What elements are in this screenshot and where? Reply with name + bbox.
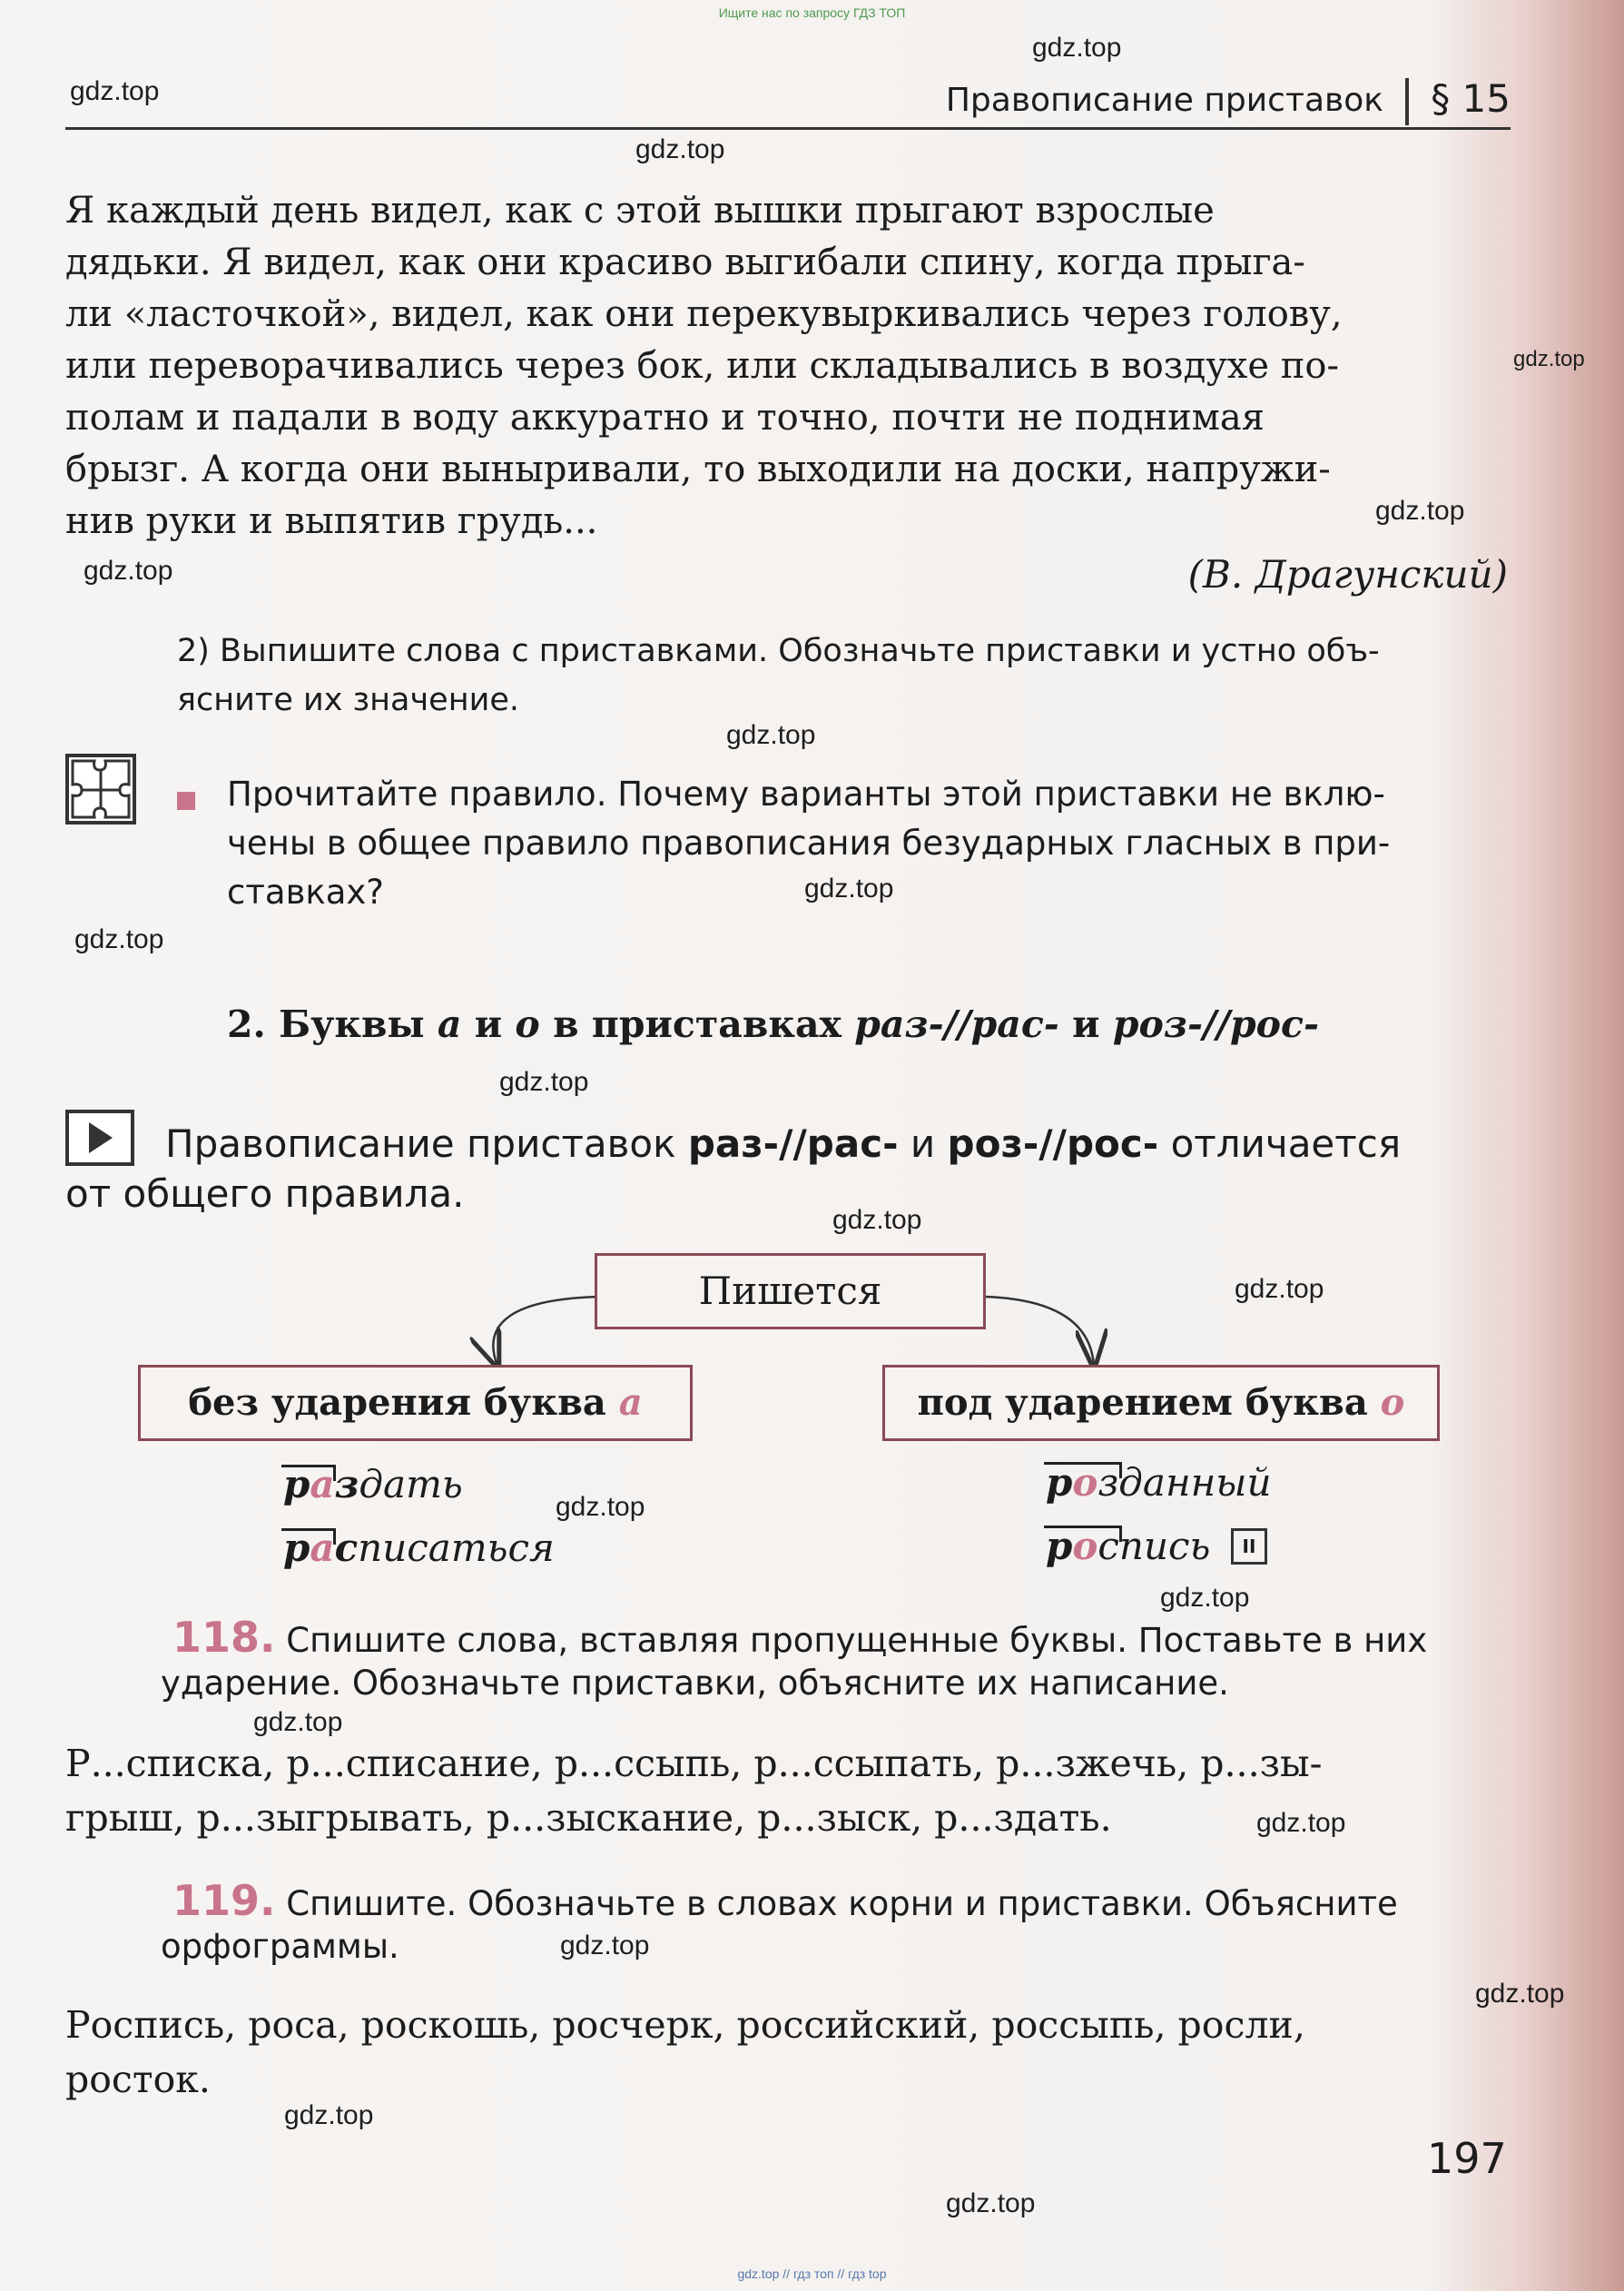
watermark: gdz.top [726,720,816,750]
example-root: писа [358,1526,451,1570]
play-icon [65,1110,134,1166]
example-ending: ться [450,1526,555,1570]
example-vowel: а [310,1462,335,1506]
passage [65,185,1511,548]
rule-text [165,1119,1511,1170]
rule-prefix: раз-//рас- [687,1121,899,1166]
bullet-square [177,792,195,810]
section-title [227,1002,1319,1046]
example-vowel: а [310,1526,335,1570]
section-title-text: Буквы [279,1002,425,1046]
roman-numeral-badge: II [1231,1528,1267,1565]
page-number: 197 [1427,2134,1507,2183]
rule-text-part: и [910,1121,936,1166]
question-line: Прочитайте правило. Почему варианты этой приставки не вклю- [227,775,1385,814]
example-prefix: р [1046,1460,1073,1505]
section-title-letter: а [437,1002,462,1046]
passage-line: ли «ласточкой», видел, как они перекувыркивались через голову, [65,293,1343,335]
watermark: gdz.top [1032,33,1122,63]
question-line: чены в общее правило правописания безударных гласных в при- [227,824,1391,863]
watermark: gdz.top [284,2100,374,2130]
example-rospis [1046,1524,1210,1568]
example-root: да [359,1462,407,1506]
watermark: gdz.top [70,76,160,106]
passage-line: нив руки и выпятив грудь... [65,500,598,542]
bottom-watermark-note: gdz.top // гдз топ // гдз top [737,2266,887,2281]
passage-line: Я каждый день видел, как с этой вышки прыгают взрослые [65,190,1215,232]
example-prefix: р [283,1462,310,1506]
rule-question [227,770,1511,917]
watermark: gdz.top [253,1707,343,1737]
passage-line: или переворачивались через бок, или складывались в воздухе по- [65,345,1339,387]
top-watermark-note: Ищите нас по запросу ГДЗ ТОП [718,5,906,20]
page-header [65,76,1511,130]
section-title-prefix: раз-//рас- [854,1002,1059,1046]
exercise-words-line: Р...списка, р...списание, р...ссыпь, р...ссыпать, р...зжечь, р...зы- [65,1742,1323,1785]
passage-author: (В. Драгунский) [1187,552,1508,597]
watermark: gdz.top [84,556,173,586]
diagram-left-letter: а [618,1381,643,1424]
section-number: 2. [227,1002,266,1046]
watermark: gdz.top [1475,1979,1565,2009]
watermark: gdz.top [804,874,894,904]
header-separator [1405,78,1409,125]
exercise-number: 119. [172,1876,276,1925]
watermark: gdz.top [1235,1274,1324,1304]
watermark: gdz.top [556,1492,645,1522]
diagram-right-box [882,1365,1440,1441]
example-prefix: р [1046,1524,1073,1568]
example-prefix: з [334,1462,359,1506]
exercise-118-words [65,1736,1511,1845]
exercise-118-text-line2: ударение. Обозначьте приставки, объясните их написание. [161,1664,1229,1703]
header-section: § 15 [1431,76,1511,121]
task-2-line: ясните их значение. [177,682,520,718]
watermark: gdz.top [946,2188,1036,2218]
watermark: gdz.top [635,134,725,164]
question-line: ставках? [227,873,384,912]
example-ending: ть [406,1462,463,1506]
diagram-center-box: Пишется [595,1253,986,1329]
example-razdat [283,1462,463,1506]
rule-text-line2: от общего правила. [65,1171,465,1216]
example-rest: спись [1097,1524,1211,1568]
task-2-line: 2) Выпишите слова с приставками. Обозначьте приставки и устно объ- [177,633,1380,669]
watermark: gdz.top [1256,1808,1346,1838]
rule-text-part: Правописание приставок [165,1121,676,1166]
exercise-words-line: грыш, р...зыгрывать, р...зыскание, р...зыск, р...здать. [65,1796,1112,1840]
exercise-words-line: росток. [65,2058,211,2101]
exercise-text: Спишите. Обозначьте в словах корни и приставки. Объясните [286,1884,1398,1923]
example-prefix: с [334,1526,359,1570]
diagram-left-box [138,1365,693,1441]
example-vowel: о [1072,1460,1098,1505]
exercise-119-words [65,1998,1511,2107]
watermark: gdz.top [832,1205,922,1235]
example-rozdannyi [1046,1460,1272,1505]
watermark: gdz.top [74,924,164,954]
watermark: gdz.top [1375,496,1465,526]
exercise-118-instructions [172,1612,1511,1666]
watermark: gdz.top [560,1931,650,1960]
diagram-right-letter: о [1380,1381,1405,1424]
exercise-119-text-line2: орфограммы. [161,1927,399,1966]
section-title-text: в приставках [553,1002,842,1046]
exercise-words-line: Роспись, роса, роскошь, росчерк, российский, россыпь, росли, [65,2003,1305,2047]
passage-line: брызг. А когда они выныривали, то выходили на доски, напружи- [65,449,1331,490]
example-vowel: о [1072,1524,1098,1568]
example-raspisatsya [283,1526,555,1570]
section-title-letter: о [515,1002,540,1046]
example-prefix: р [283,1526,310,1570]
diagram-right-label: под ударением буква [917,1381,1368,1424]
header-title: Правописание приставок [945,82,1383,119]
exercise-text: Спишите слова, вставляя пропущенные буквы. Поставьте в них [286,1621,1428,1660]
exercise-119-instructions [172,1875,1511,1930]
section-title-text: и [474,1002,503,1046]
exercise-number: 118. [172,1613,276,1662]
rule-text-part: отличается [1170,1121,1402,1166]
section-title-text: и [1072,1002,1100,1046]
section-title-prefix: роз-//рос- [1112,1002,1319,1046]
passage-line: полам и падали в воду аккуратно и точно, почти не поднимая [65,397,1265,439]
example-rest: зданный [1097,1460,1272,1505]
watermark: gdz.top [1160,1583,1250,1613]
task-2-instructions [177,627,1511,725]
watermark: gdz.top [499,1067,589,1097]
watermark: gdz.top [1513,347,1585,371]
rule-prefix: роз-//рос- [947,1121,1159,1166]
passage-line: дядьки. Я видел, как они красиво выгибали спину, когда прыга- [65,242,1305,283]
diagram-left-label: без ударения буква [188,1381,606,1424]
puzzle-icon [65,754,136,825]
